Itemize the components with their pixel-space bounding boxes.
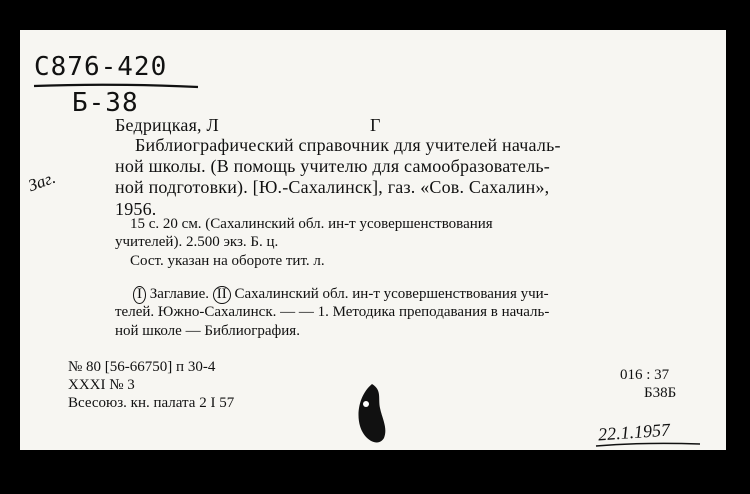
tracing-mark-1: I xyxy=(133,286,146,304)
call-number-line2: Б-38 xyxy=(72,88,139,118)
author-mark: Б38Б xyxy=(644,385,677,401)
tracing-item-2: Сахалинский обл. ин-т усовершенствования учи- xyxy=(234,286,549,302)
collation-line-1: 15 с. 20 см. (Сахалинский обл. ин-т усовершенствования xyxy=(130,216,493,232)
footer-chamber: Всесоюз. кн. палата 2 I 57 xyxy=(68,395,235,411)
call-number-line1: С876-420 xyxy=(34,52,168,82)
footer-series: XXXI № 3 xyxy=(68,377,135,393)
compiler-note: Сост. указан на обороте тит. л. xyxy=(130,253,325,269)
collation-line-2: учителей). 2.500 экз. Б. ц. xyxy=(115,234,279,250)
author-surname: Бедрицкая, Л xyxy=(115,115,219,135)
handwritten-date: 22.1.1957 xyxy=(597,419,671,445)
tracing-line-2: телей. Южно-Сахалинск. — — 1. Методика преподавания в началь- xyxy=(115,304,550,320)
title-line-4: 1956. xyxy=(115,199,157,219)
classification-udc: 016 : 37 xyxy=(620,367,670,383)
footer-registration: № 80 [56-66750] п 30-4 xyxy=(68,359,216,375)
handwritten-date-underline xyxy=(594,442,704,448)
author-initial: Г xyxy=(370,115,381,135)
margin-note: Заг. xyxy=(25,167,58,196)
title-line-3: ной подготовки). [Ю.-Сахалинск], газ. «Сов. Сахалин», xyxy=(115,177,550,197)
title-line-1: Библиографический справочник для учителей началь- xyxy=(135,135,561,155)
tracing-line-1 xyxy=(133,286,549,304)
catalog-card xyxy=(20,30,726,450)
tracing-item-1: Заглавие. xyxy=(149,286,209,302)
title-line-2: ной школы. (В помощь учителю для самообразователь- xyxy=(115,156,551,176)
ink-blot xyxy=(352,382,392,452)
tracing-line-3: ной школе — Библиография. xyxy=(115,323,300,339)
tracing-mark-2: II xyxy=(213,286,231,304)
